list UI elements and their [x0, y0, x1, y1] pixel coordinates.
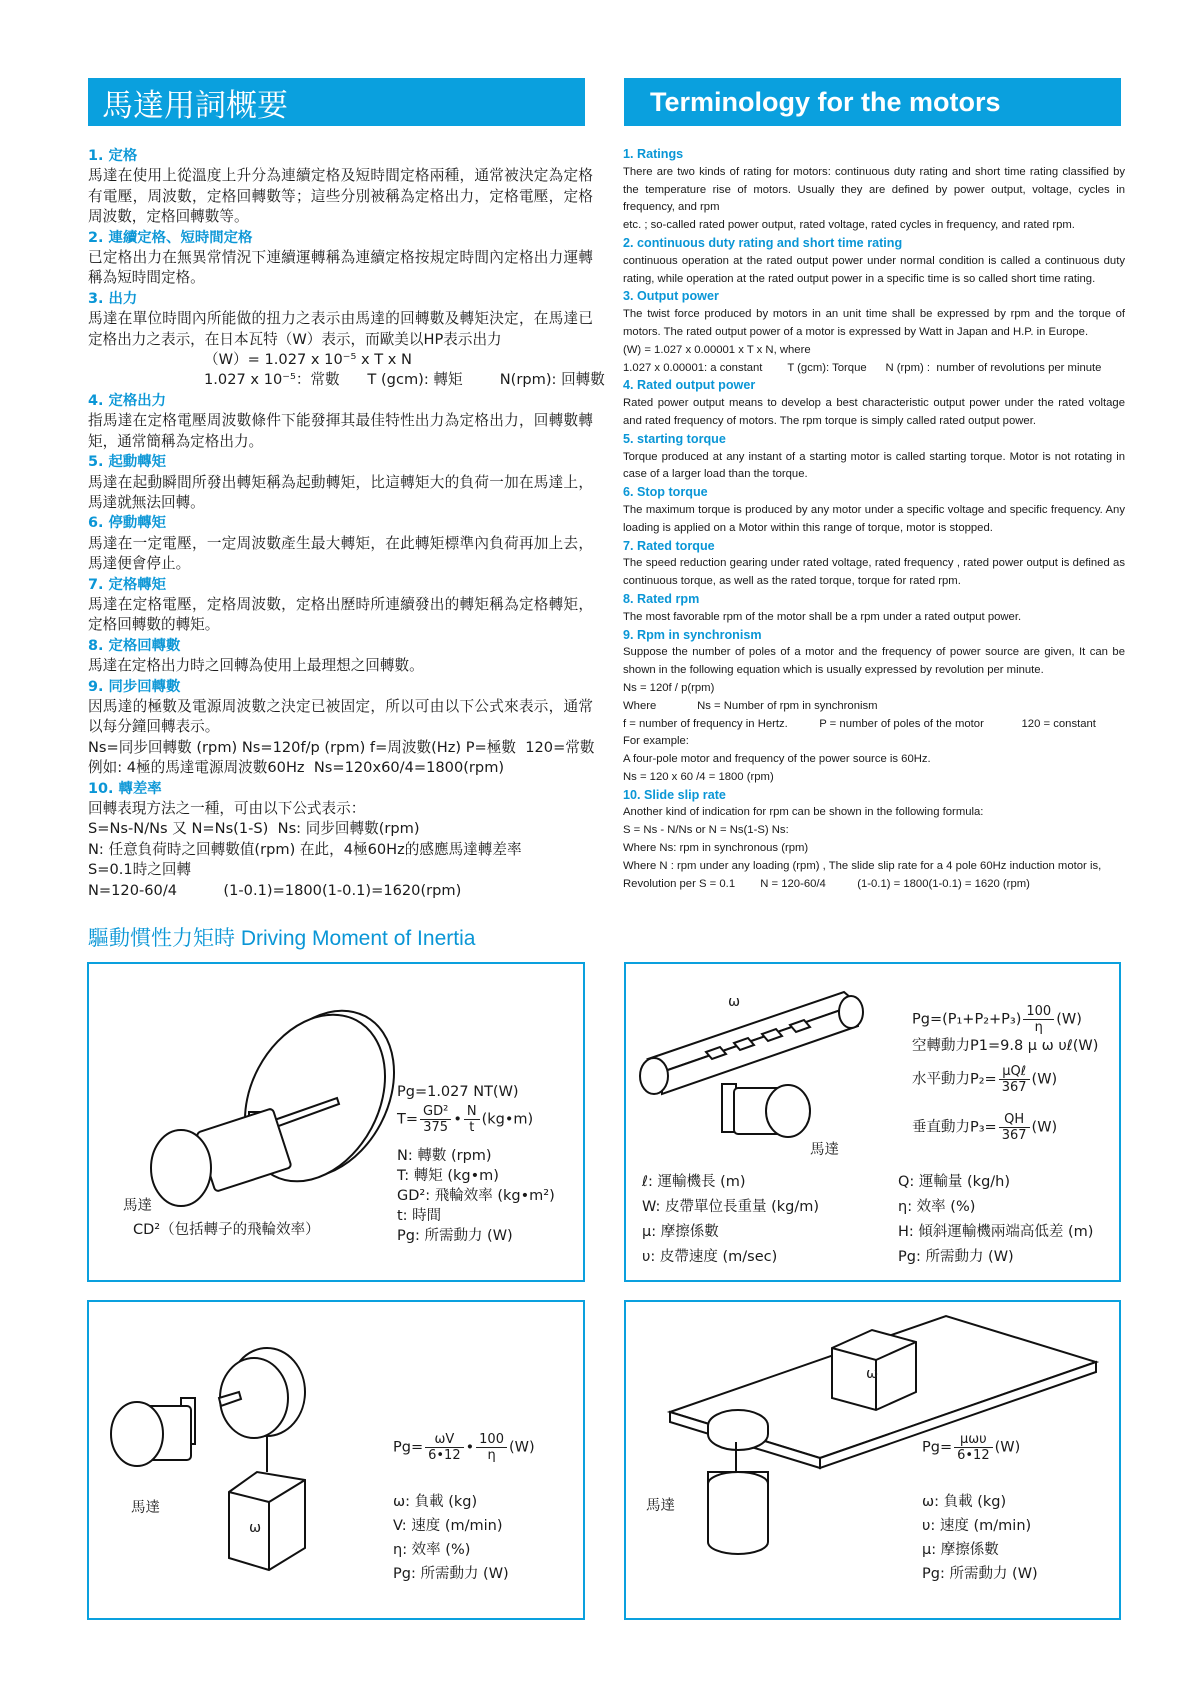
en-formula: f = number of frequency in Hertz. P = number of poles of the motor 120 = constant [623, 717, 1096, 730]
legend-line: GD²: 飛輪效率 (kg•m²) [397, 1188, 555, 1204]
numerator: μQℓ [999, 1064, 1030, 1080]
motor-label: 馬達 [810, 1142, 839, 1158]
zh-formula-legend: 1.027 x 10⁻⁵：常數 T (gcm): 轉矩 N(rpm): 回轉數 [204, 371, 605, 389]
zh-paragraph: 馬達在定格電壓，定格周波數，定格出歷時所連續發出的轉矩稱為定格轉矩，定格回轉數的轉矩。 [88, 595, 593, 634]
multiply-dot: • [453, 1111, 462, 1128]
numerator: μωυ [954, 1432, 992, 1448]
conveyor-roller [839, 996, 863, 1028]
table-drive-illustration [626, 1302, 1120, 1618]
fraction [954, 1432, 992, 1463]
formula-unit: (W) [1056, 1011, 1082, 1028]
zh-title-banner [88, 78, 585, 126]
zh-paragraph: 馬達在一定電壓，一定周波數產生最大轉矩，在此轉矩標準內負荷再加上去，馬達便會停止。 [88, 534, 593, 573]
numerator: 100 [1023, 1004, 1054, 1020]
zh-section-stop-torque [88, 513, 593, 574]
en-heading: 8. Rated rpm [623, 591, 700, 606]
legend-line: ℓ: 運輸機長 (m) [642, 1174, 746, 1190]
zh-paragraph: 馬達在定格出力時之回轉為使用上最理想之回轉數。 [88, 657, 424, 675]
en-formula: A four-pole motor and frequency of the power source is 60Hz. [623, 753, 931, 766]
zh-formula: S=Ns-N/Ns 又 N=Ns(1-S) Ns: 同步回轉數(rpm) [88, 820, 420, 838]
en-paragraph: The speed reduction gearing under rated voltage, rated frequency , rated power output is defined as continuous torque, as well as the rated torque, torque for rated rpm. [623, 557, 1125, 588]
legend-line: υ: 速度 (m/min) [922, 1518, 1032, 1534]
idle-power-formula: 空轉動力P1=9.8 μ ω υℓ(W) [912, 1038, 1099, 1054]
numerator: 100 [476, 1432, 507, 1448]
zh-title: 馬達用詞概要 [102, 87, 288, 124]
en-section-rated-torque [623, 538, 1125, 591]
fraction [1023, 1004, 1054, 1035]
zh-formula: S=0.1時之回轉 [88, 861, 192, 879]
zh-heading: 2. 連續定格、短時間定格 [88, 229, 253, 246]
en-title-banner [624, 78, 1121, 126]
en-formula: (W) = 1.027 x 0.00001 x T x N, where [623, 343, 811, 356]
en-formula: S = Ns - N/Ns or N = Ns(1-S) Ns: [623, 824, 789, 837]
en-section-slip [623, 787, 1125, 894]
legend-line: Pg: 所需動力 (W) [397, 1228, 513, 1244]
motor-label: 馬達 [123, 1198, 152, 1214]
formula-prefix: Pg=(P₁+P₂+P₃) [912, 1011, 1022, 1028]
en-paragraph: The most favorable rpm of the motor shall be a rpm under a rated output power. [623, 610, 1022, 623]
en-formula: Where N : rpm under any loading (rpm) , The slide slip rate for a 4 pole 60Hz induction motor is, [623, 859, 1102, 872]
formula-prefix: Pg= [922, 1439, 953, 1456]
en-section-output [623, 288, 1125, 377]
zh-section-ratings [88, 146, 593, 228]
denominator: 375 [423, 1120, 449, 1135]
motor-body [708, 1484, 768, 1554]
en-formula: Where Ns = Number of rpm in synchronism [623, 699, 878, 712]
zh-formula: （W）= 1.027 x 10⁻⁵ x T x N [204, 351, 412, 369]
denominator: t [469, 1120, 475, 1135]
formula-prefix: Pg= [393, 1439, 424, 1456]
legend-line: ω: 負載 (kg) [922, 1494, 1007, 1510]
zh-section-output [88, 289, 605, 391]
formula-prefix: 垂直動力P₃= [912, 1119, 997, 1136]
denominator: 367 [1001, 1128, 1027, 1143]
denominator: 367 [1001, 1080, 1027, 1095]
en-paragraph: The maximum torque is produced by any motor under a specific voltage and specific frequency. Any loading is applied on a Motor within this range of torque, motor is stopped. [623, 503, 1125, 534]
motor-end-cap [111, 1402, 163, 1466]
zh-formula: N: 任意負荷時之回轉數值(rpm) 在此，4極60Hz的感應馬達轉差率 [88, 840, 522, 858]
horizontal-power-formula [912, 1064, 1057, 1095]
load-label: ω [866, 1366, 879, 1382]
zh-paragraph: 回轉表現方法之一種，可由以下公式表示： [88, 800, 366, 817]
en-paragraph: Another kind of indication for rpm can be shown in the following formula: [623, 806, 984, 819]
legend-line: η: 效率 (%) [898, 1199, 976, 1215]
zh-heading: 9. 同步回轉數 [88, 678, 181, 695]
en-heading: 10. Slide slip rate [623, 787, 726, 802]
zh-section-starting-torque [88, 452, 593, 513]
en-heading: 4. Rated output power [623, 378, 756, 393]
en-section-duty [623, 235, 1125, 288]
en-section-rated-output [623, 377, 1125, 430]
zh-paragraph: 馬達在起動瞬間所發出轉矩稱為起動轉矩，比這轉矩大的負荷一加在馬達上，馬達就無法回轉。 [88, 473, 593, 511]
zh-paragraph: 已定格出力在無異常情況下連續運轉稱為連續定格按規定時間內定格出力運轉稱為短時間定格。 [88, 249, 593, 287]
section-title-moment-of-inertia: 驅動慣性力矩時 Driving Moment of Inertia [88, 927, 476, 950]
en-heading: 9. Rpm in synchronism [623, 627, 762, 642]
en-section-starting-torque [623, 431, 1125, 484]
en-paragraph: continuous operation at the rated output power under normal condition is called a continuous duty rating, while operation at the rated output power in a specific time is so called short time rating. [623, 254, 1125, 285]
en-section-rated-rpm [623, 591, 1125, 627]
fraction [999, 1112, 1030, 1143]
conveyor-roller [640, 1058, 668, 1094]
legend-line: μ: 摩擦係數 [922, 1542, 999, 1558]
legend-line: V: 速度 (m/min) [393, 1518, 503, 1534]
fraction [476, 1432, 507, 1463]
zh-paragraph: 馬達在使用上從溫度上升分為連續定格及短時間定格兩種，通常被決定為定格有電壓，周波數，定格回轉數等；這些分別被稱為定格出力，定格電壓，定格周波數，定格回轉數等。 [88, 167, 593, 226]
load-label: ω [728, 994, 741, 1010]
drive-wheel-rim [708, 1426, 768, 1450]
formula-unit: (kg•m) [481, 1111, 534, 1128]
legend-line: t: 時間 [397, 1208, 442, 1224]
en-heading: 6. Stop torque [623, 485, 708, 500]
en-formula: Revolution per S = 0.1 N = 120-60/4 (1-0.1) = 1800(1-0.1) = 1620 (rpm) [623, 877, 1030, 890]
motor-label: 馬達 [131, 1500, 160, 1516]
zh-heading: 3. 出力 [88, 290, 138, 307]
en-formula: Ns = 120 x 60 /4 = 1800 (rpm) [623, 770, 774, 783]
power-formula: Pg=1.027 NT(W) [397, 1084, 519, 1100]
fraction [464, 1104, 480, 1135]
rotor-inertia-label: CD²（包括轉子的飛輪效率） [133, 1222, 320, 1238]
denominator: η [1034, 1020, 1043, 1035]
zh-heading: 10. 轉差率 [88, 780, 162, 797]
zh-formula: N=120-60/4 (1-0.1)=1800(1-0.1)=1620(rpm) [88, 881, 462, 899]
legend-line: N: 轉數 (rpm) [397, 1148, 492, 1164]
legend-line: Pg: 所需動力 (W) [393, 1566, 509, 1582]
zh-terms-column [88, 146, 605, 901]
zh-paragraph: 因馬達的極數及電源周波數之決定已被固定，所以可由以下公式來表示，通常以每分鐘回轉表示。 [88, 697, 593, 736]
conveyor-diagram-panel [624, 962, 1121, 1282]
power-formula [922, 1432, 1020, 1463]
legend-line: T: 轉矩 (kg•m) [397, 1168, 499, 1184]
en-heading: 1. Ratings [623, 147, 684, 161]
legend-line: W: 皮帶單位長重量 (kg/m) [642, 1199, 820, 1215]
en-paragraph: Rated power output means to develop a best characteristic output power under the rated voltage and rated frequency of motors. The rpm torque is simply called rated output power. [623, 397, 1125, 427]
en-formula: For example: [623, 735, 689, 748]
fraction [420, 1104, 451, 1135]
en-heading: 2. continuous duty rating and short time rating [623, 235, 903, 250]
flywheel-diagram-panel [87, 962, 585, 1282]
numerator: ωV [425, 1432, 463, 1448]
formula-prefix: 水平動力P₂= [912, 1071, 997, 1088]
numerator: GD² [420, 1104, 451, 1120]
formula-unit: (W) [1031, 1071, 1058, 1088]
zh-heading: 4. 定格出力 [88, 392, 167, 409]
vertical-power-formula [912, 1112, 1057, 1143]
en-heading: 3. Output power [623, 289, 719, 304]
legend-line: ω: 負載 (kg) [393, 1494, 478, 1510]
zh-formula-example: 例如: 4極的馬達電源周波數60Hz Ns=120x60/4=1800(rpm) [88, 759, 505, 777]
zh-section-sync-rpm [88, 677, 593, 779]
en-title: Terminology for the motors [650, 86, 1001, 117]
legend-line: μ: 摩擦係數 [642, 1224, 719, 1240]
en-paragraph: There are two kinds of rating for motors: continuous duty rating and short time rating classified by the temperature rise of motors. Usually they are defined by power output, voltage, cycles in frequency, and rpm [623, 165, 1125, 214]
en-formula-legend: 1.027 x 0.00001: a constant T (gcm): Torque N (rpm) : number of revolutions per minute [623, 361, 1102, 374]
en-paragraph: Torque produced at any instant of a starting motor is called starting torque. Motor is not rotating in case of a larger load than the torque. [623, 450, 1125, 481]
en-paragraph: The twist force produced by motors in an unit time shall be expressed by rpm and the torque of motors. The rated output power of a motor is expressed by Watt in Japan and H.P. in Europe. [623, 308, 1125, 338]
legend-line: η: 效率 (%) [393, 1542, 471, 1558]
en-terms-column [623, 146, 1125, 893]
power-formula [393, 1432, 535, 1463]
en-formula: Ns = 120f / p(rpm) [623, 681, 715, 694]
denominator: 6•12 [428, 1448, 461, 1463]
zh-formula: Ns=同步回轉數 (rpm) Ns=120f/p (rpm) f=周波數(Hz) P=極數 120=常數 [88, 738, 595, 756]
zh-heading: 1. 定格 [88, 148, 138, 164]
multiply-dot: • [465, 1439, 475, 1456]
formula-prefix: T= [397, 1111, 419, 1128]
zh-section-rated-output [88, 391, 593, 452]
en-formula: Where Ns: rpm in synchronous (rpm) [623, 842, 809, 855]
zh-heading: 7. 定格轉矩 [88, 576, 167, 593]
en-heading: 7. Rated torque [623, 538, 715, 553]
zh-heading: 5. 起動轉矩 [88, 454, 167, 471]
motor-end-cap [151, 1130, 211, 1206]
motor-label: 馬達 [646, 1498, 675, 1514]
denominator: η [487, 1448, 496, 1463]
torque-formula [397, 1104, 533, 1135]
zh-heading: 8. 定格回轉數 [88, 637, 181, 654]
zh-heading: 6. 停動轉矩 [88, 515, 167, 532]
legend-line: Pg: 所需動力 (W) [922, 1566, 1038, 1582]
zh-section-duty [88, 228, 593, 289]
fraction [999, 1064, 1030, 1095]
load-label: ω [249, 1520, 262, 1536]
legend-line: Q: 運輸量 (kg/h) [898, 1174, 1011, 1190]
en-section-sync-rpm [623, 627, 1125, 787]
denominator: 6•12 [957, 1448, 990, 1463]
formula-unit: (W) [508, 1439, 535, 1456]
table-drive-diagram-panel [624, 1300, 1121, 1620]
numerator: N [464, 1104, 480, 1120]
zh-section-rated-rpm [88, 636, 593, 677]
en-section-ratings [623, 146, 1125, 235]
en-paragraph: Suppose the number of poles of a motor and the frequency of power source are given, It can be shown in the following equation which is usually expressed by revolution per minute. [623, 646, 1125, 677]
en-section-stop-torque [623, 484, 1125, 537]
motor-end-cap [766, 1085, 810, 1137]
en-paragraph: etc. ; so-called rated power output, rated voltage, rated cycles in frequency, and rated rpm. [623, 219, 1075, 232]
legend-line: υ: 皮帶速度 (m/sec) [642, 1249, 778, 1265]
hoist-diagram-panel [87, 1300, 585, 1620]
numerator: QH [999, 1112, 1030, 1128]
formula-unit: (W) [994, 1439, 1021, 1456]
en-heading: 5. starting torque [623, 431, 726, 446]
zh-section-slip [88, 779, 593, 901]
total-power-formula [912, 1004, 1082, 1035]
legend-line: Pg: 所需動力 (W) [898, 1249, 1014, 1265]
formula-unit: (W) [1031, 1119, 1058, 1136]
zh-section-rated-torque [88, 575, 593, 636]
zh-paragraph: 指馬達在定格電壓周波數條件下能發揮其最佳特性出力為定格出力，回轉數轉矩，通常簡稱為定格出力。 [88, 412, 593, 450]
zh-paragraph: 馬達在單位時間內所能做的扭力之表示由馬達的回轉數及轉矩決定，在馬達已定格出力之表示，在日本瓦特（W）表示，而歐美以HP表示出力 [88, 310, 593, 348]
fraction [425, 1432, 463, 1463]
legend-line: H: 傾斜運輸機兩端高低差 (m) [898, 1224, 1094, 1240]
